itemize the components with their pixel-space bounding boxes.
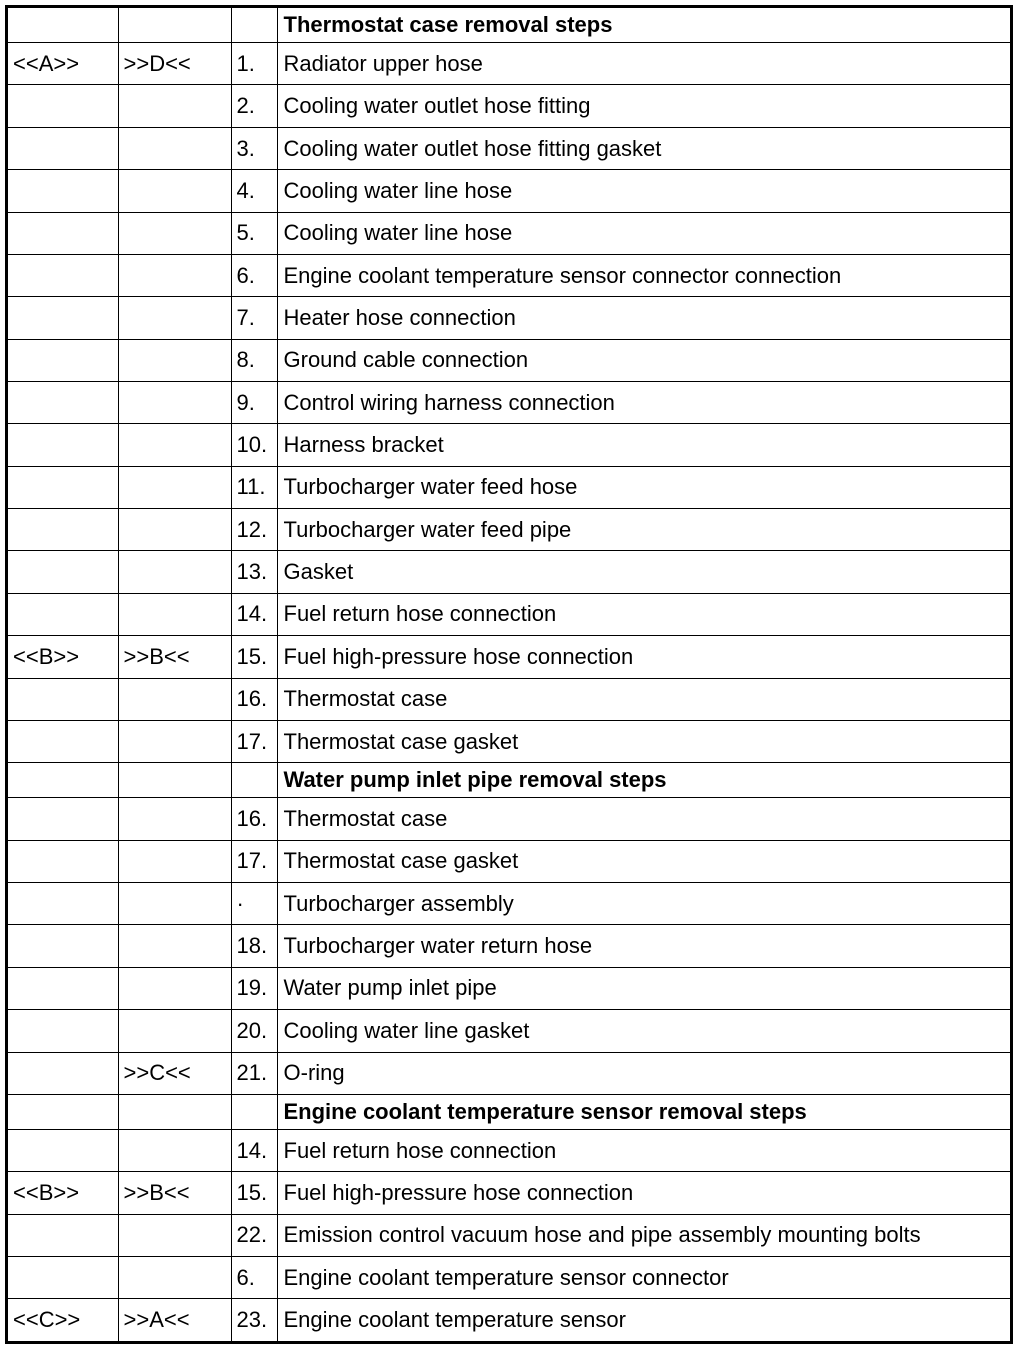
removal-mark	[8, 339, 118, 381]
removal-mark-cell	[8, 1094, 118, 1129]
step-description: Harness bracket	[277, 424, 1010, 466]
installation-mark	[118, 297, 231, 339]
removal-mark	[8, 1010, 118, 1052]
step-number: 14.	[231, 593, 277, 635]
installation-mark	[118, 509, 231, 551]
step-description: Thermostat case	[277, 798, 1010, 840]
installation-mark: >>C<<	[118, 1052, 231, 1094]
installation-mark	[118, 551, 231, 593]
step-number: 18.	[231, 925, 277, 967]
installation-mark	[118, 466, 231, 508]
removal-mark	[8, 1214, 118, 1256]
installation-mark	[118, 1010, 231, 1052]
step-number: 16.	[231, 678, 277, 720]
removal-mark-cell	[8, 763, 118, 798]
section-header-row	[8, 8, 1010, 43]
step-description: Cooling water line hose	[277, 170, 1010, 212]
removal-mark	[8, 840, 118, 882]
step-description: Cooling water line gasket	[277, 1010, 1010, 1052]
step-number: 3.	[231, 127, 277, 169]
installation-mark	[118, 798, 231, 840]
installation-mark	[118, 840, 231, 882]
removal-mark	[8, 297, 118, 339]
removal-mark	[8, 798, 118, 840]
removal-mark	[8, 678, 118, 720]
step-row	[8, 925, 1010, 967]
step-description: Thermostat case gasket	[277, 840, 1010, 882]
removal-mark	[8, 720, 118, 762]
step-row	[8, 339, 1010, 381]
step-number: 11.	[231, 466, 277, 508]
step-row	[8, 43, 1010, 85]
step-number-cell	[231, 8, 277, 43]
installation-mark	[118, 339, 231, 381]
section-title: Engine coolant temperature sensor removal steps	[277, 1094, 1010, 1129]
step-row	[8, 1172, 1010, 1214]
removal-mark	[8, 381, 118, 423]
installation-mark: >>A<<	[118, 1299, 231, 1341]
installation-mark-cell	[118, 8, 231, 43]
step-row	[8, 254, 1010, 296]
step-description: Turbocharger assembly	[277, 883, 1010, 925]
step-description: Engine coolant temperature sensor connector connection	[277, 254, 1010, 296]
step-row	[8, 1129, 1010, 1171]
step-number: ·	[231, 883, 277, 925]
step-number: 15.	[231, 636, 277, 678]
removal-steps-sheet	[5, 5, 1013, 1344]
step-number: 6.	[231, 254, 277, 296]
installation-mark	[118, 925, 231, 967]
removal-mark-cell	[8, 8, 118, 43]
step-row	[8, 381, 1010, 423]
step-number: 2.	[231, 85, 277, 127]
installation-mark	[118, 127, 231, 169]
installation-mark	[118, 381, 231, 423]
section-header-row	[8, 1094, 1010, 1129]
removal-mark	[8, 509, 118, 551]
step-row	[8, 883, 1010, 925]
step-description: Fuel return hose connection	[277, 593, 1010, 635]
step-row	[8, 1052, 1010, 1094]
installation-mark	[118, 212, 231, 254]
removal-mark	[8, 212, 118, 254]
step-row	[8, 466, 1010, 508]
removal-mark: <<C>>	[8, 1299, 118, 1341]
installation-mark	[118, 967, 231, 1009]
step-row	[8, 1214, 1010, 1256]
step-number: 20.	[231, 1010, 277, 1052]
step-description: Engine coolant temperature sensor	[277, 1299, 1010, 1341]
step-number-cell	[231, 1094, 277, 1129]
section-title: Water pump inlet pipe removal steps	[277, 763, 1010, 798]
removal-mark	[8, 1052, 118, 1094]
installation-mark	[118, 593, 231, 635]
step-description: Cooling water line hose	[277, 212, 1010, 254]
step-number: 9.	[231, 381, 277, 423]
step-number: 15.	[231, 1172, 277, 1214]
installation-mark: >>D<<	[118, 43, 231, 85]
installation-mark	[118, 1129, 231, 1171]
step-row	[8, 297, 1010, 339]
step-number: 14.	[231, 1129, 277, 1171]
step-row	[8, 798, 1010, 840]
step-description: Thermostat case	[277, 678, 1010, 720]
section-header-row	[8, 763, 1010, 798]
step-description: Radiator upper hose	[277, 43, 1010, 85]
removal-mark	[8, 466, 118, 508]
step-description: Water pump inlet pipe	[277, 967, 1010, 1009]
step-number: 8.	[231, 339, 277, 381]
removal-mark	[8, 1129, 118, 1171]
step-description: Fuel high-pressure hose connection	[277, 1172, 1010, 1214]
step-description: Turbocharger water feed hose	[277, 466, 1010, 508]
step-row	[8, 840, 1010, 882]
installation-mark	[118, 85, 231, 127]
removal-mark	[8, 424, 118, 466]
step-number: 23.	[231, 1299, 277, 1341]
removal-steps-table	[8, 8, 1010, 1341]
step-row	[8, 424, 1010, 466]
step-row	[8, 1257, 1010, 1299]
step-row	[8, 509, 1010, 551]
step-number: 10.	[231, 424, 277, 466]
step-number: 21.	[231, 1052, 277, 1094]
step-description: Turbocharger water return hose	[277, 925, 1010, 967]
removal-mark	[8, 593, 118, 635]
step-description: Thermostat case gasket	[277, 720, 1010, 762]
step-row	[8, 85, 1010, 127]
step-number: 19.	[231, 967, 277, 1009]
removal-mark	[8, 170, 118, 212]
step-row	[8, 1299, 1010, 1341]
step-row	[8, 170, 1010, 212]
installation-mark: >>B<<	[118, 636, 231, 678]
step-row	[8, 551, 1010, 593]
removal-mark	[8, 551, 118, 593]
step-number: 16.	[231, 798, 277, 840]
step-description: Control wiring harness connection	[277, 381, 1010, 423]
step-number: 5.	[231, 212, 277, 254]
step-row	[8, 127, 1010, 169]
installation-mark	[118, 1257, 231, 1299]
installation-mark	[118, 883, 231, 925]
removal-mark	[8, 254, 118, 296]
removal-mark	[8, 967, 118, 1009]
step-description: Fuel high-pressure hose connection	[277, 636, 1010, 678]
installation-mark	[118, 170, 231, 212]
step-number: 17.	[231, 840, 277, 882]
step-description: Cooling water outlet hose fitting	[277, 85, 1010, 127]
step-description: Fuel return hose connection	[277, 1129, 1010, 1171]
step-number: 7.	[231, 297, 277, 339]
installation-mark: >>B<<	[118, 1172, 231, 1214]
step-number: 17.	[231, 720, 277, 762]
step-row	[8, 212, 1010, 254]
step-row	[8, 967, 1010, 1009]
step-number: 6.	[231, 1257, 277, 1299]
step-description: Engine coolant temperature sensor connector	[277, 1257, 1010, 1299]
installation-mark-cell	[118, 1094, 231, 1129]
removal-mark: <<B>>	[8, 1172, 118, 1214]
step-description: Ground cable connection	[277, 339, 1010, 381]
removal-mark	[8, 85, 118, 127]
step-description: Turbocharger water feed pipe	[277, 509, 1010, 551]
step-row	[8, 636, 1010, 678]
section-title: Thermostat case removal steps	[277, 8, 1010, 43]
removal-mark	[8, 1257, 118, 1299]
step-row	[8, 1010, 1010, 1052]
step-number: 22.	[231, 1214, 277, 1256]
step-row	[8, 720, 1010, 762]
removal-mark: <<A>>	[8, 43, 118, 85]
installation-mark	[118, 720, 231, 762]
step-description: Cooling water outlet hose fitting gasket	[277, 127, 1010, 169]
removal-mark	[8, 925, 118, 967]
step-row	[8, 678, 1010, 720]
step-row	[8, 593, 1010, 635]
removal-mark: <<B>>	[8, 636, 118, 678]
step-description: Emission control vacuum hose and pipe assembly mounting bolts	[277, 1214, 1010, 1256]
step-number-cell	[231, 763, 277, 798]
step-number: 4.	[231, 170, 277, 212]
installation-mark-cell	[118, 763, 231, 798]
step-number: 1.	[231, 43, 277, 85]
step-number: 13.	[231, 551, 277, 593]
installation-mark	[118, 424, 231, 466]
installation-mark	[118, 254, 231, 296]
installation-mark	[118, 1214, 231, 1256]
removal-mark	[8, 127, 118, 169]
step-description: Gasket	[277, 551, 1010, 593]
step-number: 12.	[231, 509, 277, 551]
removal-mark	[8, 883, 118, 925]
step-description: O-ring	[277, 1052, 1010, 1094]
step-description: Heater hose connection	[277, 297, 1010, 339]
installation-mark	[118, 678, 231, 720]
